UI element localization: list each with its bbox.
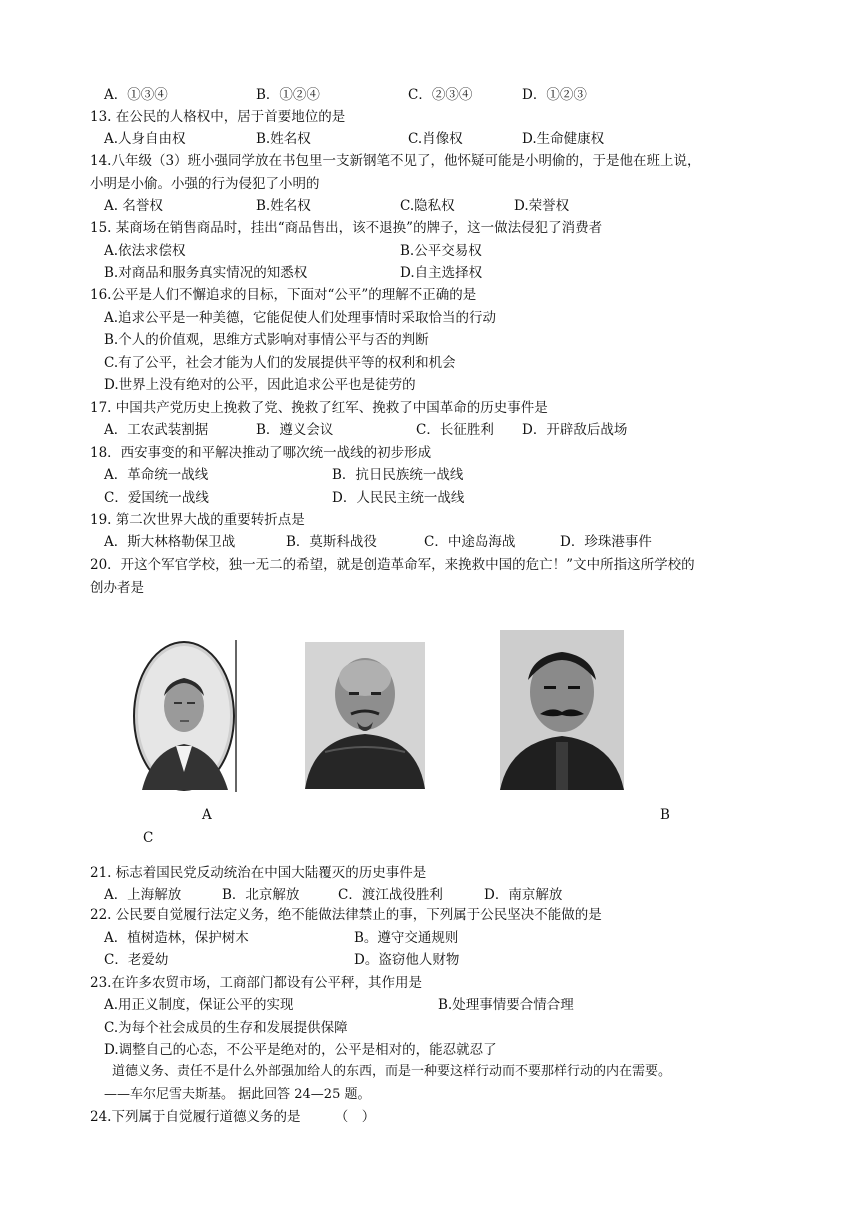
photo-label-b: B <box>660 807 670 823</box>
q24-stem-text: 24.下列属于自觉履行道德义务的是 <box>90 1109 301 1125</box>
portrait-photo-c <box>500 630 624 790</box>
photo-label-c: C <box>143 830 154 846</box>
q15-option-d: D.自主选择权 <box>400 265 483 281</box>
q24-stem <box>90 1108 375 1126</box>
q16-option-d: D.世界上没有绝对的公平，因此追求公平也是徒劳的 <box>104 377 416 393</box>
quote-line1: 道德义务、责任不是什么外部强加给人的东西，而是一种要这样行动而不要那样行动的内在需要。 <box>112 1064 672 1079</box>
q18-option-a: A．革命统一战线 <box>104 467 209 483</box>
q24-answer-blank: （ ） <box>334 1109 376 1125</box>
q13-option-b: B.姓名权 <box>256 131 311 147</box>
q22-option-a: A．植树造林，保护树木 <box>104 930 249 946</box>
q13-stem: 13. 在公民的人格权中，居于首要地位的是 <box>90 109 346 125</box>
q21-option-a: A．上海解放 <box>104 887 182 903</box>
q21-stem: 21. 标志着国民党反动统治在中国大陆覆灭的历史事件是 <box>90 865 427 881</box>
q13-option-a: A.人身自由权 <box>104 131 186 147</box>
q23-option-a: A.用正义制度，保证公平的实现 <box>104 997 294 1013</box>
q15-option-a: A.依法求偿权 <box>104 243 186 259</box>
q13-option-d: D.生命健康权 <box>522 131 605 147</box>
q23-stem: 23.在许多农贸市场，工商部门都设有公平秤，其作用是 <box>90 975 422 991</box>
q16-option-a: A.追求公平是一种美德，它能促使人们处理事情时采取恰当的行动 <box>104 310 497 326</box>
q22-option-b: B。遵守交通规则 <box>354 930 459 946</box>
q22-option-c: C．老爱幼 <box>104 952 169 968</box>
q23-option-c: C.为每个社会成员的生存和发展提供保障 <box>104 1020 348 1036</box>
q23-option-d: D.调整自己的心态，不公平是绝对的，公平是相对的，能忍就忍了 <box>104 1042 497 1058</box>
q18-stem: 18．西安事变的和平解决推动了哪次统一战线的初步形成 <box>90 445 432 461</box>
q19-stem: 19. 第二次世界大战的重要转折点是 <box>90 512 305 528</box>
q20-stem-line1: 20．开这个军官学校，独一无二的希望，就是创造革命军，来挽救中国的危亡！”文中所指这所学校的 <box>90 557 695 573</box>
q19-option-b: B．莫斯科战役 <box>286 534 377 550</box>
q15-stem: 15. 某商场在销售商品时，挂出“商品售出，该不退换”的牌子，这一做法侵犯了消费者 <box>90 220 603 236</box>
q17-option-a: A．工农武装割据 <box>104 422 209 438</box>
quote-line2: ——车尔尼雪夫斯基。 据此回答 24—25 题。 <box>104 1087 371 1102</box>
q18-option-c: C．爱国统一战线 <box>104 490 209 506</box>
portrait-photo-a <box>132 640 240 792</box>
q12-option-c: C．②③④ <box>408 87 473 103</box>
q18-option-d: D．人民民主统一战线 <box>332 490 465 506</box>
q21-option-d: D．南京解放 <box>484 887 563 903</box>
q17-option-c: C．长征胜利 <box>416 422 494 438</box>
q19-option-a: A．斯大林格勒保卫战 <box>104 534 236 550</box>
q14-option-b: B.姓名权 <box>256 198 311 214</box>
q19-option-c: C．中途岛海战 <box>424 534 516 550</box>
q21-option-b: B．北京解放 <box>222 887 300 903</box>
q13-option-c: C.肖像权 <box>408 131 463 147</box>
q14-option-a: A. 名誉权 <box>104 198 163 214</box>
q12-option-a: A．①③④ <box>104 87 168 103</box>
q12-option-b: B．①②④ <box>256 87 320 103</box>
q21-option-c: C．渡江战役胜利 <box>338 887 443 903</box>
photo-label-a: A <box>202 807 212 823</box>
q18-option-b: B．抗日民族统一战线 <box>332 467 464 483</box>
q14-option-c: C.隐私权 <box>400 198 455 214</box>
q16-option-b: B.个人的价值观，思维方式影响对事情公平与否的判断 <box>104 332 429 348</box>
q20-stem-line2: 创办者是 <box>90 580 144 596</box>
q14-stem-line1: 14.八年级（3）班小强同学放在书包里一支新钢笔不见了，他怀疑可能是小明偷的，于是他在班上说， <box>90 153 701 169</box>
q17-stem: 17. 中国共产党历史上挽救了党、挽救了红军、挽救了中国革命的历史事件是 <box>90 400 548 416</box>
q22-option-d: D。盗窃他人财物 <box>354 952 460 968</box>
q14-option-d: D.荣誉权 <box>514 198 570 214</box>
q22-stem: 22. 公民要自觉履行法定义务，绝不能做法律禁止的事，下列属于公民坚决不能做的是 <box>90 907 602 923</box>
q16-option-c: C.有了公平，社会才能为人们的发展提供平等的权利和机会 <box>104 355 456 371</box>
q15-option-c: B.对商品和服务真实情况的知悉权 <box>104 265 308 281</box>
q12-option-d: D．①②③ <box>522 87 587 103</box>
q16-stem: 16.公平是人们不懈追求的目标，下面对“公平”的理解不正确的是 <box>90 287 477 303</box>
q23-option-b: B.处理事情要合情合理 <box>438 997 574 1013</box>
q17-option-d: D．开辟敌后战场 <box>522 422 628 438</box>
q15-option-b: B.公平交易权 <box>400 243 482 259</box>
q19-option-d: D．珍珠港事件 <box>560 534 652 550</box>
portrait-photo-b <box>305 642 425 789</box>
q17-option-b: B．遵义会议 <box>256 422 334 438</box>
q14-stem-line2: 小明是小偷。小强的行为侵犯了小明的 <box>90 176 320 192</box>
